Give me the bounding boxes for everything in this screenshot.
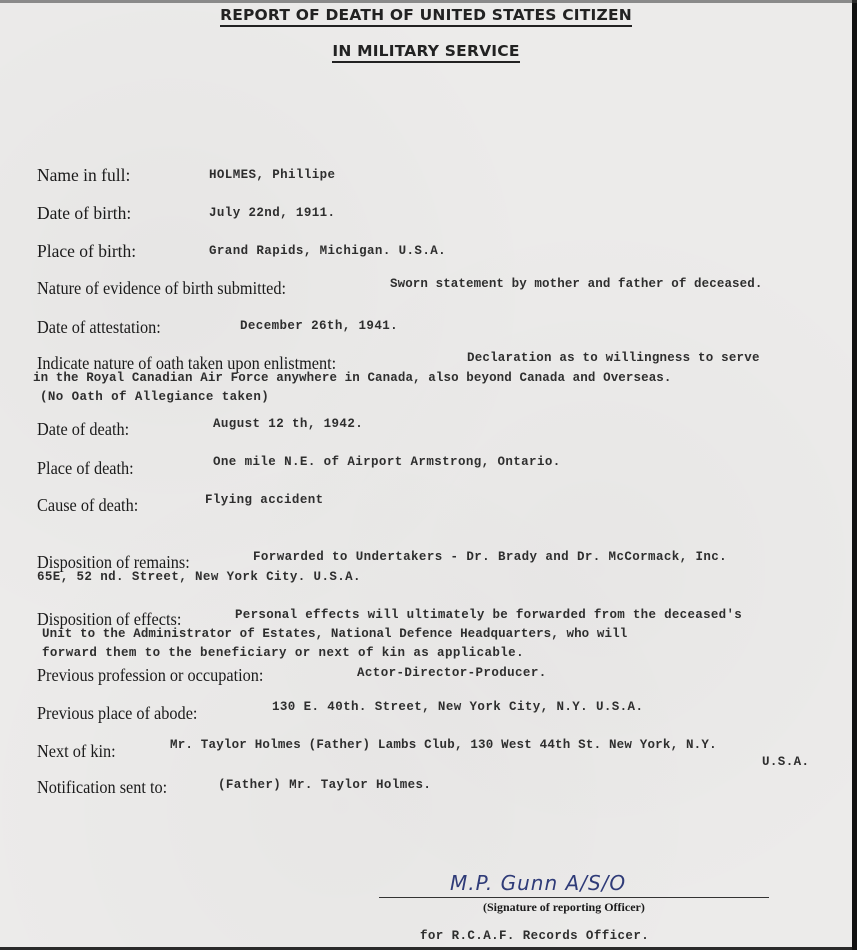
document-title-line1 [0,6,852,27]
oath-value-line2: in the Royal Canadian Air Force anywhere in Canada, also beyond Canada and Overseas. [33,371,672,385]
evidence-of-birth-label: Nature of evidence of birth submitted: [37,278,287,298]
cause-of-death-value: Flying accident [205,493,324,507]
place-of-birth-label: Place of birth: [37,241,137,261]
handwritten-signature: M.P. Gunn A/S/O [450,871,627,895]
signature-caption: (Signature of reporting Officer) [483,900,645,914]
place-of-death-value: One mile N.E. of Airport Armstrong, Ontario. [213,455,561,469]
place-of-birth-value: Grand Rapids, Michigan. U.S.A. [209,244,447,258]
previous-profession-value: Actor-Director-Producer. [357,666,547,680]
previous-abode-label: Previous place of abode: [37,703,198,723]
name-value: HOLMES, Phillipe [209,168,336,182]
disposition-of-effects-line2: Unit to the Administrator of Estates, National Defence Headquarters, who will [42,627,628,641]
disposition-of-effects-line1: Personal effects will ultimately be forwarded from the deceased's [235,608,743,622]
oath-value-line1: Declaration as to willingness to serve [467,351,760,365]
next-of-kin-line2: U.S.A. [762,755,810,769]
previous-abode-value: 130 E. 40th. Street, New York City, N.Y. U.S.A. [272,700,644,714]
disposition-of-remains-line2: 65E, 52 nd. Street, New York City. U.S.A. [37,570,361,584]
oath-value-line3: (No Oath of Allegiance taken) [40,390,270,404]
disposition-of-remains-line1: Forwarded to Undertakers - Dr. Brady and Dr. McCormack, Inc. [253,550,728,564]
next-of-kin-line1: Mr. Taylor Holmes (Father) Lambs Club, 130 West 44th St. New York, N.Y. [170,738,717,752]
title-line1-text: REPORT OF DEATH OF UNITED STATES CITIZEN [220,6,632,27]
cause-of-death-label: Cause of death: [37,495,139,515]
disposition-of-remains-label: Disposition of remains: [37,552,190,572]
oath-label: Indicate nature of oath taken upon enlistment: [37,353,337,373]
date-of-death-label: Date of death: [37,419,130,439]
previous-profession-label: Previous profession or occupation: [37,665,264,685]
records-officer-line: for R.C.A.F. Records Officer. [420,929,650,943]
page-edge-shadow [852,3,857,950]
title-line2-text: IN MILITARY SERVICE [332,42,519,63]
date-of-death-value: August 12 th, 1942. [213,417,364,431]
date-of-birth-label: Date of birth: [37,203,132,223]
date-of-attestation-value: December 26th, 1941. [240,319,399,333]
disposition-of-effects-label: Disposition of effects: [37,609,182,629]
evidence-of-birth-value: Sworn statement by mother and father of deceased. [390,277,763,291]
name-label: Name in full: [37,165,131,185]
notification-sent-to-value: (Father) Mr. Taylor Holmes. [218,778,432,792]
document-title-line2 [0,42,852,63]
notification-sent-to-label: Notification sent to: [37,777,168,797]
next-of-kin-label: Next of kin: [37,741,116,761]
date-of-birth-value: July 22nd, 1911. [209,206,336,220]
disposition-of-effects-line3: forward them to the beneficiary or next of kin as applicable. [42,646,524,660]
signature-line [379,897,769,898]
place-of-death-label: Place of death: [37,458,134,478]
date-of-attestation-label: Date of attestation: [37,317,161,337]
